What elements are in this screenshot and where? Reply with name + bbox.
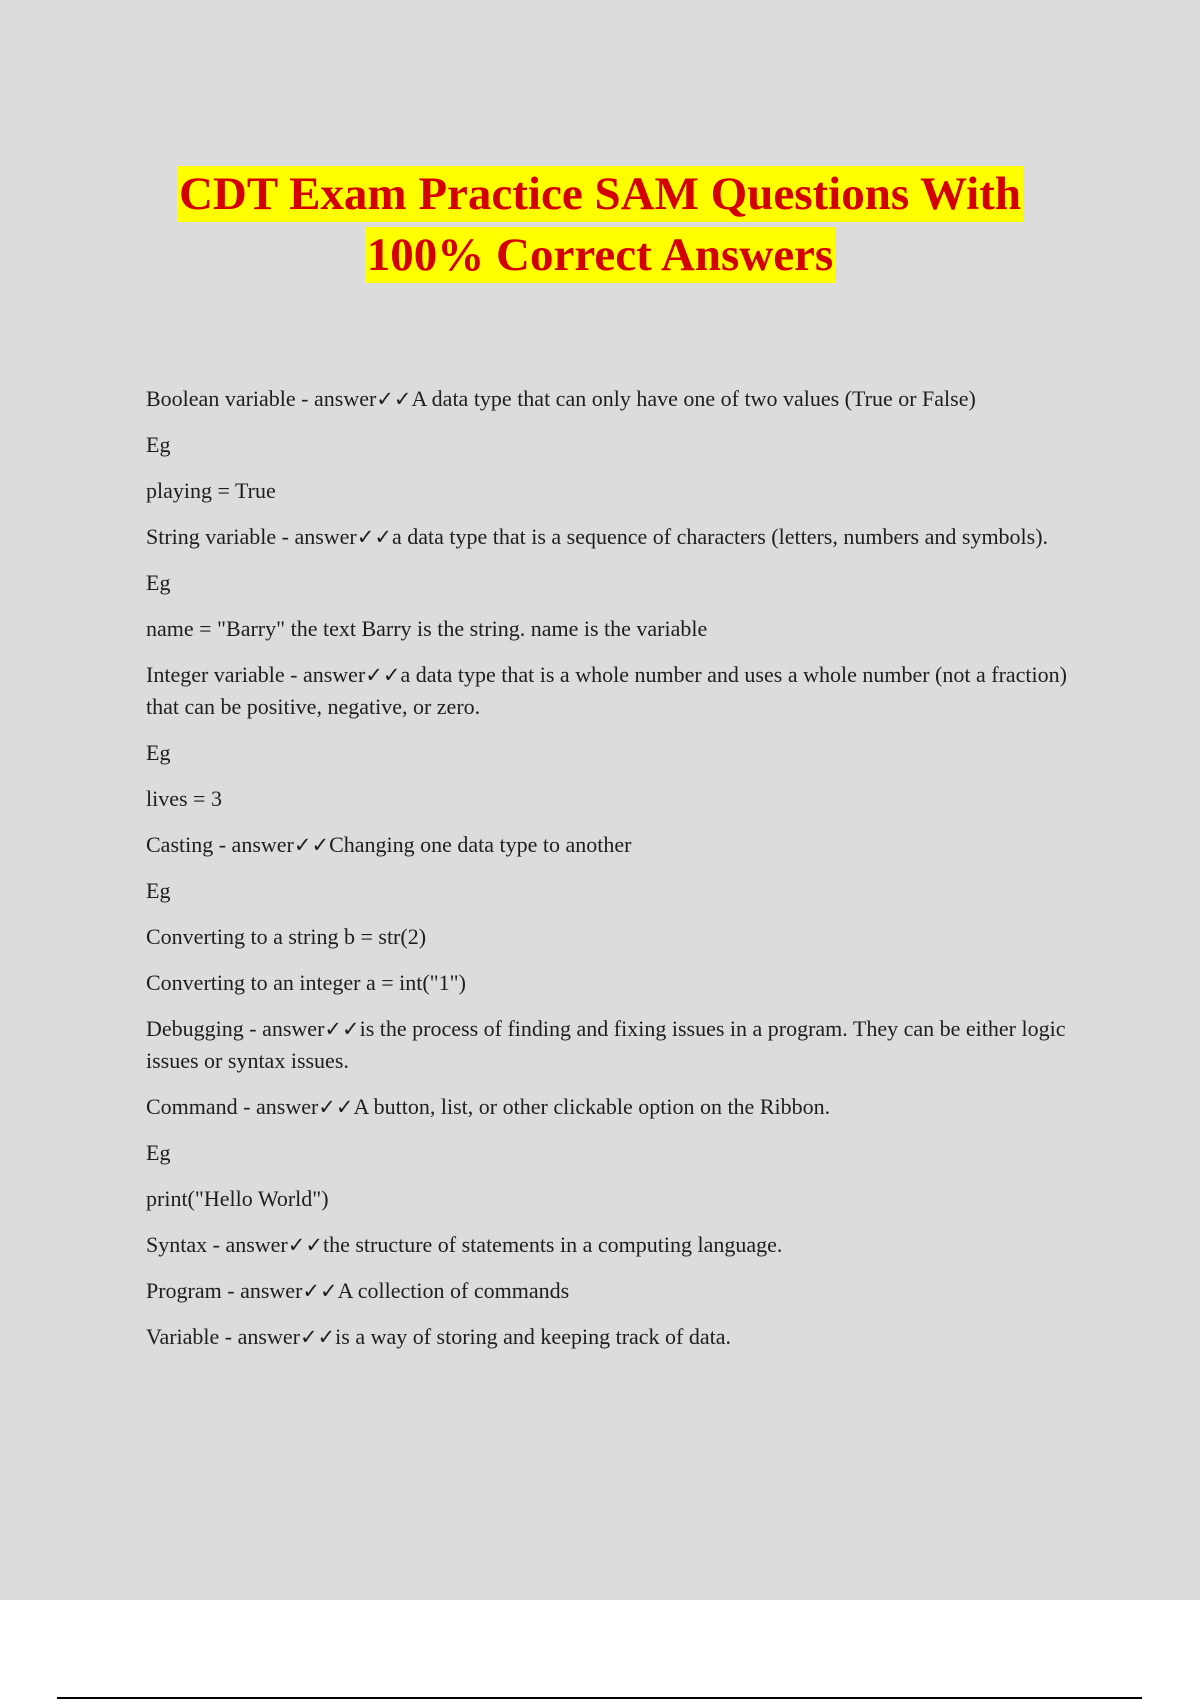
qa-definition: the structure of statements in a computing language. [322,1232,783,1257]
qa-item [146,383,1076,415]
text-line: Eg [146,432,171,457]
double-check-icon: ✓✓ [299,1325,336,1349]
qa-definition: A collection of commands [337,1278,570,1303]
qa-item [146,1229,1076,1261]
double-check-icon: ✓✓ [324,1017,360,1041]
text-line: name = "Barry" the text Barry is the string. name is the variable [146,616,708,641]
double-check-icon: ✓✓ [302,1279,338,1303]
text-line: print("Hello World") [146,1186,329,1211]
text-line: Eg [146,878,171,903]
text-line: Eg [146,1140,171,1165]
qa-definition: is a way of storing and keeping track of data. [335,1324,732,1349]
title-line-1: CDT Exam Practice SAM Questions With [178,168,1022,220]
qa-item [146,829,1076,861]
text-line: Eg [146,570,171,595]
qa-item [146,1275,1076,1307]
qa-term: Integer variable - answer [146,662,366,687]
double-check-icon: ✓✓ [376,387,412,411]
qa-item [146,1013,1076,1077]
qa-term: Debugging - answer [146,1016,325,1041]
footer-divider [57,1697,1142,1699]
qa-term: Casting - answer [146,832,294,857]
qa-term: Variable - answer [146,1324,300,1349]
double-check-icon: ✓✓ [356,525,392,549]
double-check-icon: ✓✓ [365,663,401,687]
qa-term: String variable - answer [146,524,357,549]
qa-item [146,1091,1076,1123]
text-line: Converting to an integer a = int("1") [146,970,466,995]
text-line: Converting to a string b = str(2) [146,924,427,949]
qa-term: Command - answer [146,1094,319,1119]
text-line: lives = 3 [146,786,222,811]
double-check-icon: ✓✓ [293,833,330,857]
text-line: playing = True [146,478,276,503]
qa-item [146,659,1076,723]
qa-definition: is the process of finding and fixing issues in a program. They can be either logic issues or syntax issues. [146,1016,1066,1073]
document-body [146,383,1076,1367]
qa-definition: A button, list, or other clickable option on the Ribbon. [353,1094,831,1119]
qa-term: Syntax - answer [146,1232,288,1257]
text-line: Eg [146,740,171,765]
qa-item [146,521,1076,553]
qa-definition: A data type that can only have one of two values (True or False) [411,386,976,411]
qa-item [146,1321,1076,1353]
qa-definition: Changing one data type to another [329,832,632,857]
double-check-icon: ✓✓ [318,1095,354,1119]
qa-term: Boolean variable - answer [146,386,377,411]
qa-term: Program - answer [146,1278,303,1303]
document-title [0,166,1200,288]
qa-definition: a data type that is a sequence of characters (letters, numbers and symbols). [391,524,1049,549]
double-check-icon: ✓✓ [287,1233,323,1257]
title-line-2: 100% Correct Answers [366,229,834,281]
qa-definition: a data type that is a whole number and uses a whole number (not a fraction) that can be positive, negative, or zero. [146,662,1067,719]
